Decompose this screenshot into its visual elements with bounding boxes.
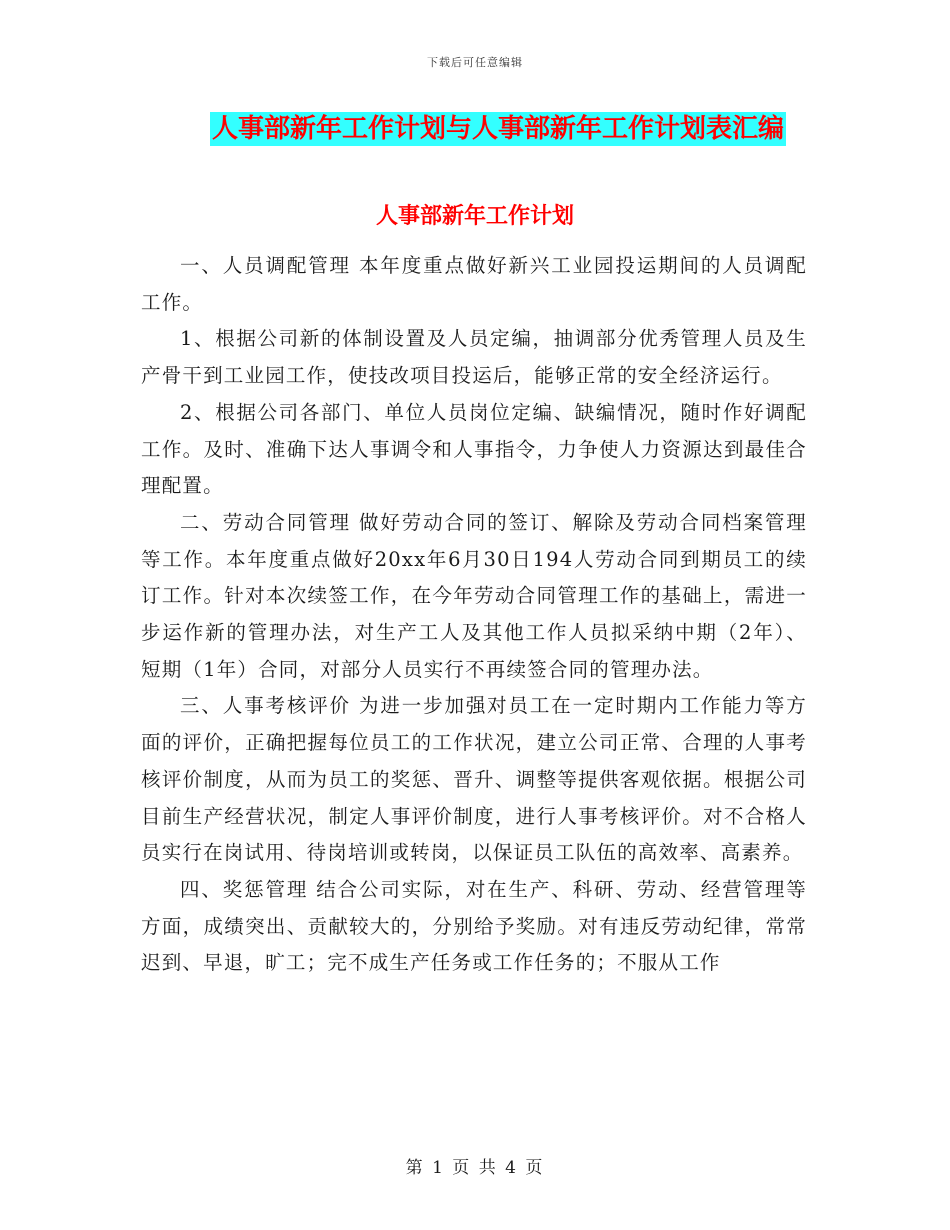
document-sub-title: 人事部新年工作计划 xyxy=(375,204,574,229)
paragraph-rewards-penalties: 四、奖惩管理 结合公司实际，对在生产、科研、劳动、经营管理等方面，成绩突出、贡献较大的，分别给予奖励。对有违反劳动纪律，常常迟到、早退，旷工；完不成生产任务或工作任务的；不服从工作 xyxy=(141,877,807,975)
paragraph-personnel-allocation: 一、人员调配管理 本年度重点做好新兴工业园投运期间的人员调配工作。 xyxy=(141,254,807,314)
paragraph-personnel-evaluation: 三、人事考核评价 为进一步加强对员工在一定时期内工作能力等方面的评价，正确把握每位员工的工作状况，建立公司正常、合理的人事考核评价制度，从而为员工的奖惩、晋升、调整等提供客观依据。根据公司目前生产经营状况，制定人事评价制度，进行人事考核评价。对不合格人员实行在岗试用、待岗培训或转岗，以保证员工队伍的高效率、高素养。 xyxy=(141,694,807,865)
document-body xyxy=(141,248,807,982)
paragraph-allocation-item-2: 2、根据公司各部门、单位人员岗位定编、缺编情况，随时作好调配工作。及时、准确下达人事调令和人事指令，力争使人力资源达到最佳合理配置。 xyxy=(141,400,807,498)
paragraph-allocation-item-1: 1、根据公司新的体制设置及人员定编，抽调部分优秀管理人员及生产骨干到工业园工作，使技改项目投运后，能够正常的安全经济运行。 xyxy=(141,327,807,388)
paragraph-labor-contract: 二、劳动合同管理 做好劳动合同的签订、解除及劳动合同档案管理等工作。本年度重点做好20xx年6月30日194人劳动合同到期员工的续订工作。针对本次续签工作，在今年劳动合同管理工作的基础上，需进一步运作新的管理办法，对生产工人及其他工作人员拟采纳中期（2年）、短期（1年）合同，对部分人员实行不再续签合同的管理办法。 xyxy=(141,510,807,681)
page-number-footer: 第 1 页 共 4 页 xyxy=(405,1158,545,1178)
document-main-title: 人事部新年工作计划与人事部新年工作计划表汇编 xyxy=(211,114,784,144)
main-title-wrap xyxy=(0,112,950,146)
header-note: 下载后可任意编辑 xyxy=(427,56,523,69)
